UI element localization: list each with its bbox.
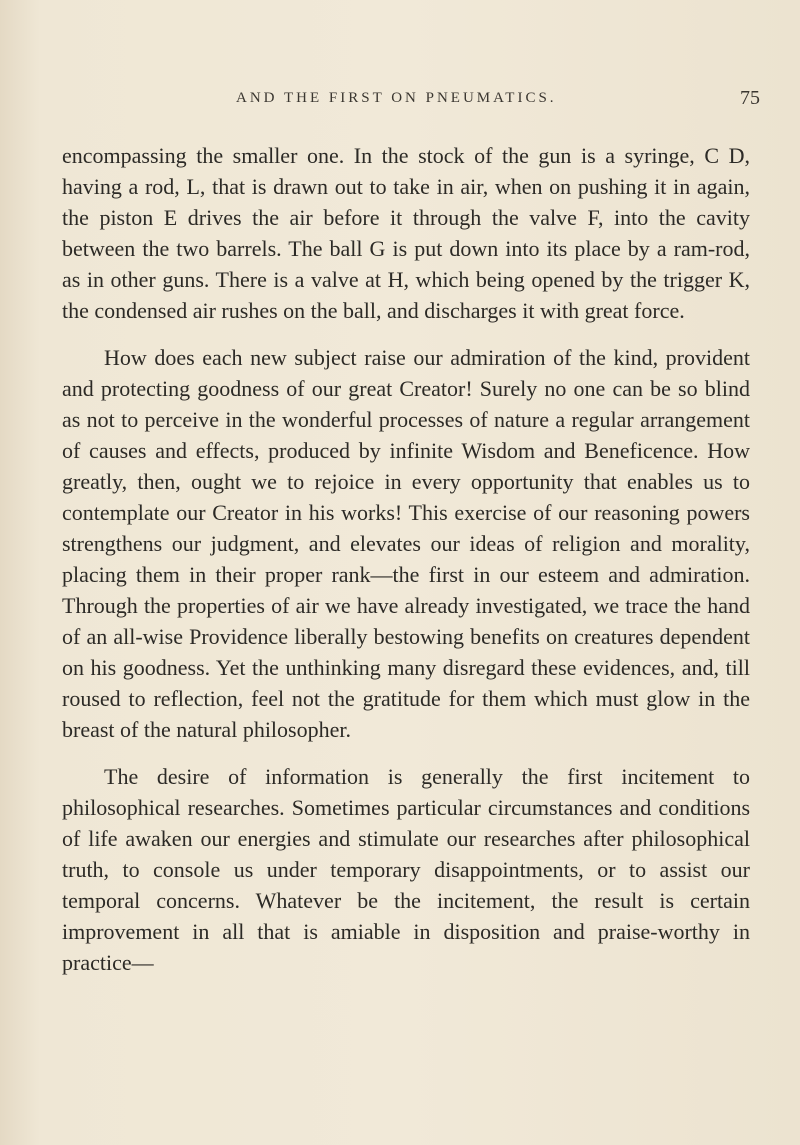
- running-head: AND THE FIRST ON PNEUMATICS.: [236, 90, 557, 106]
- paragraph-2: How does each new subject raise our admiration of the kind, provident and protecting goodness of our great Creator! Surely no one can be so blind as not to perceive in the wonderful processes of nature a regular arrangement of causes and effects, produced by infinite Wisdom and Beneficence. How greatly, then, ought we to rejoice in every opportunity that enables us to contemplate our Creator in his works! This exercise of our reasoning powers strengthens our judgment, and elevates our ideas of religion and morality, placing them in their proper rank—the first in our esteem and admiration. Through the properties of air we have already investigated, we trace the hand of an all-wise Providence liberally bestowing benefits on creatures dependent on his goodness. Yet the unthinking many disregard these evidences, and, till roused to reflection, feel not the gratitude for them which must glow in the breast of the natural philosopher.: [62, 345, 750, 742]
- paragraph-3: The desire of information is generally the first incitement to philosophical researches. Sometimes particular circumstances and conditions of life awaken our energies and stimulate our researches after philosophical truth, to console us under temporary disappointments, or to assist our temporal concerns. Whatever be the incitement, the result is certain improvement in all that is amiable in disposition and praise-worthy in practice—: [62, 764, 750, 975]
- page-number: 75: [740, 87, 760, 109]
- body-text: [62, 140, 750, 978]
- page-header: [0, 87, 800, 114]
- paragraph-1: encompassing the smaller one. In the stock of the gun is a syringe, C D, having a rod, L, that is drawn out to take in air, when on pushing it in again, the piston E drives the air before it through the valve F, into the cavity between the two barrels. The ball G is put down into its place by a ram-rod, as in other guns. There is a valve at H, which being opened by the trigger K, the condensed air rushes on the ball, and discharges it with great force.: [62, 143, 750, 323]
